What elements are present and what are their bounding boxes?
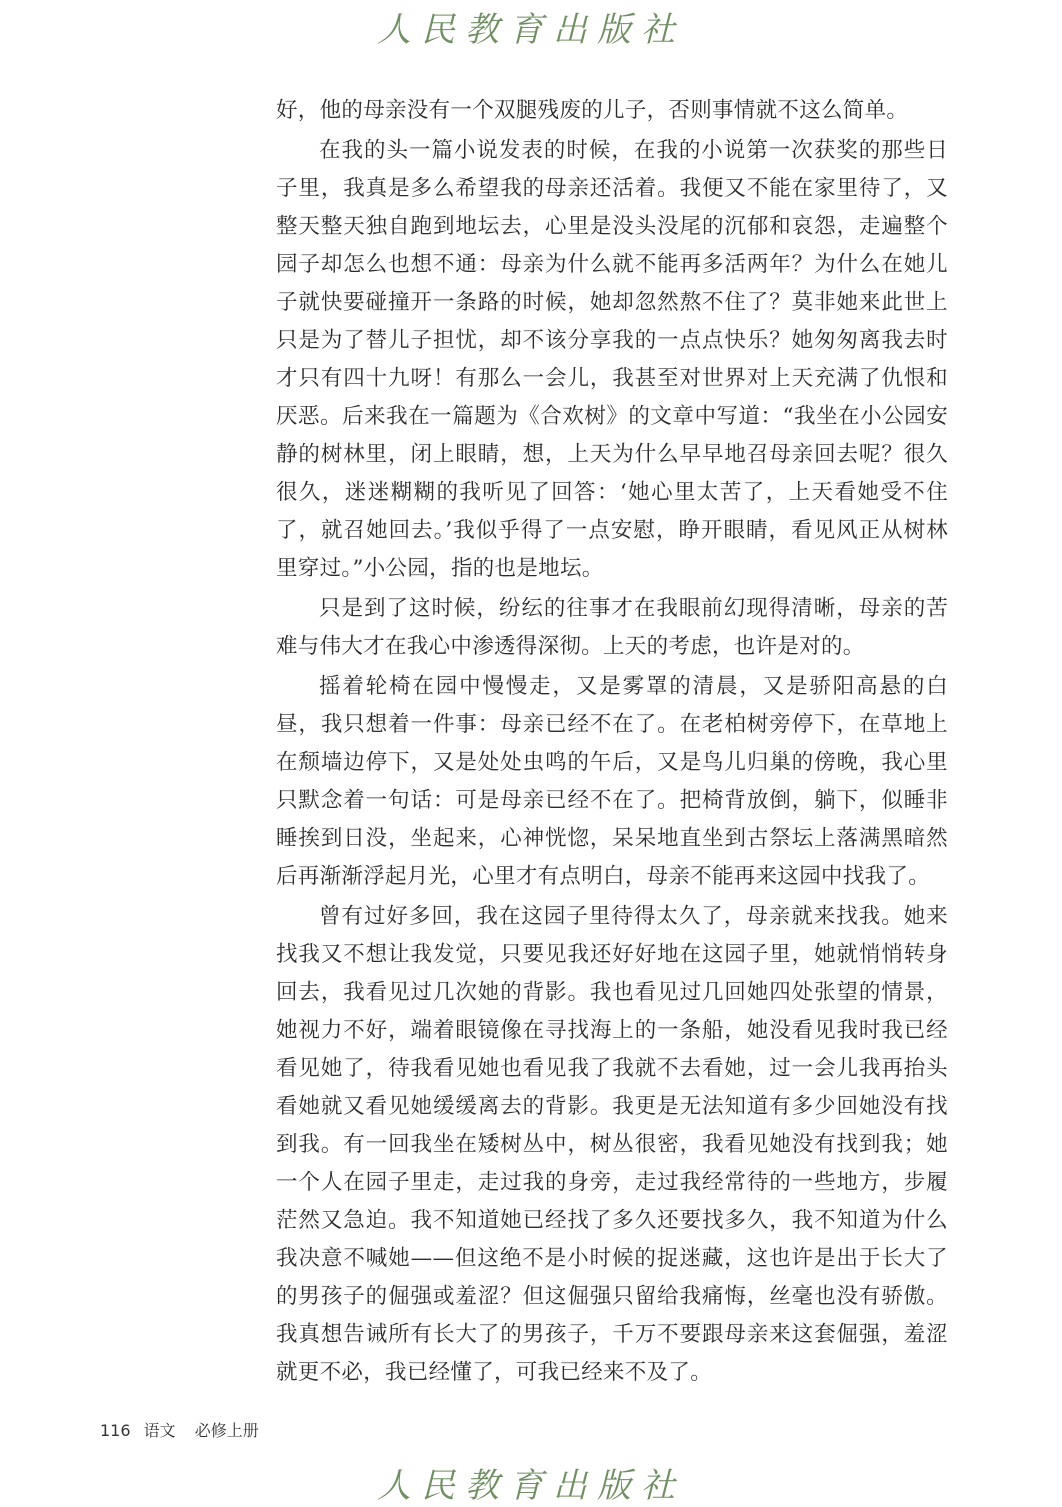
paragraph-1: 好，他的母亲没有一个双腿残废的儿子，否则事情就不这么简单。 bbox=[276, 98, 909, 123]
paragraph-3: 只是到了这时候，纷纭的往事才在我眼前幻现得清晰，母亲的苦难与伟大才在我心中渗透得深彻。上天的考虑，也许是对的。 bbox=[276, 596, 948, 659]
publisher-watermark-top: 人民教育出版社 bbox=[377, 10, 685, 50]
subject-label: 语文 bbox=[143, 1421, 176, 1440]
page-number: 116 bbox=[100, 1421, 131, 1440]
volume-label: 必修上册 bbox=[194, 1421, 259, 1440]
article-body bbox=[276, 92, 948, 1394]
paragraph-5: 曾有过好多回，我在这园子里待得太久了，母亲就来找我。她来找我又不想让我发觉，只要见我还好好地在这园子里，她就悄悄转身回去，我看见过几次她的背影。我也看见过几回她四处张望的情景，她视力不好，端着眼镜像在寻找海上的一条船，她没看见我时我已经看见她了，待我看见她也看见我了我就不去看她，过一会儿我再抬头看她就又看见她缓缓离去的背影。我更是无法知道有多少回她没有找到我。有一回我坐在矮树丛中，树丛很密，我看见她没有找到我；她一个人在园子里走，走过我的身旁，走过我经常待的一些地方，步履茫然又急迫。我不知道她已经找了多久还要找多久，我不知道为什么我决意不喊她——但这绝不是小时候的捉迷藏，这也许是出于长大了的男孩子的倔强或羞涩？但这倔强只留给我痛悔，丝毫也没有骄傲。我真想告诫所有长大了的男孩子，千万不要跟母亲来这套倔强，羞涩就更不必，我已经懂了，可我已经来不及了。 bbox=[276, 904, 948, 1385]
page-footer bbox=[100, 1418, 259, 1441]
publisher-watermark-bottom: 人民教育出版社 bbox=[377, 1466, 685, 1506]
paragraph-4: 摇着轮椅在园中慢慢走，又是雾罩的清晨，又是骄阳高悬的白昼，我只想着一件事：母亲已经不在了。在老柏树旁停下，在草地上在颓墙边停下，又是处处虫鸣的午后，又是鸟儿归巢的傍晚，我心里只默念着一句话：可是母亲已经不在了。把椅背放倒，躺下，似睡非睡挨到日没，坐起来，心神恍惚，呆呆地直坐到古祭坛上落满黑暗然后再渐渐浮起月光，心里才有点明白，母亲不能再来这园中找我了。 bbox=[276, 674, 948, 889]
paragraph-2: 在我的头一篇小说发表的时候，在我的小说第一次获奖的那些日子里，我真是多么希望我的母亲还活着。我便又不能在家里待了，又整天整天独自跑到地坛去，心里是没头没尾的沉郁和哀怨，走遍整个园子却怎么也想不通：母亲为什么就不能再多活两年？为什么在她儿子就快要碰撞开一条路的时候，她却忽然熬不住了？莫非她来此世上只是为了替儿子担忧，却不该分享我的一点点快乐？她匆匆离我去时才只有四十九呀！有那么一会儿，我甚至对世界对上天充满了仇恨和厌恶。后来我在一篇题为《合欢树》的文章中写道：“我坐在小公园安静的树林里，闭上眼睛，想，上天为什么早早地召母亲回去呢？很久很久，迷迷糊糊的我听见了回答：‘她心里太苦了，上天看她受不住了，就召她回去。’我似乎得了一点安慰，睁开眼睛，看见风正从树林里穿过。”小公园，指的也是地坛。 bbox=[276, 138, 948, 581]
